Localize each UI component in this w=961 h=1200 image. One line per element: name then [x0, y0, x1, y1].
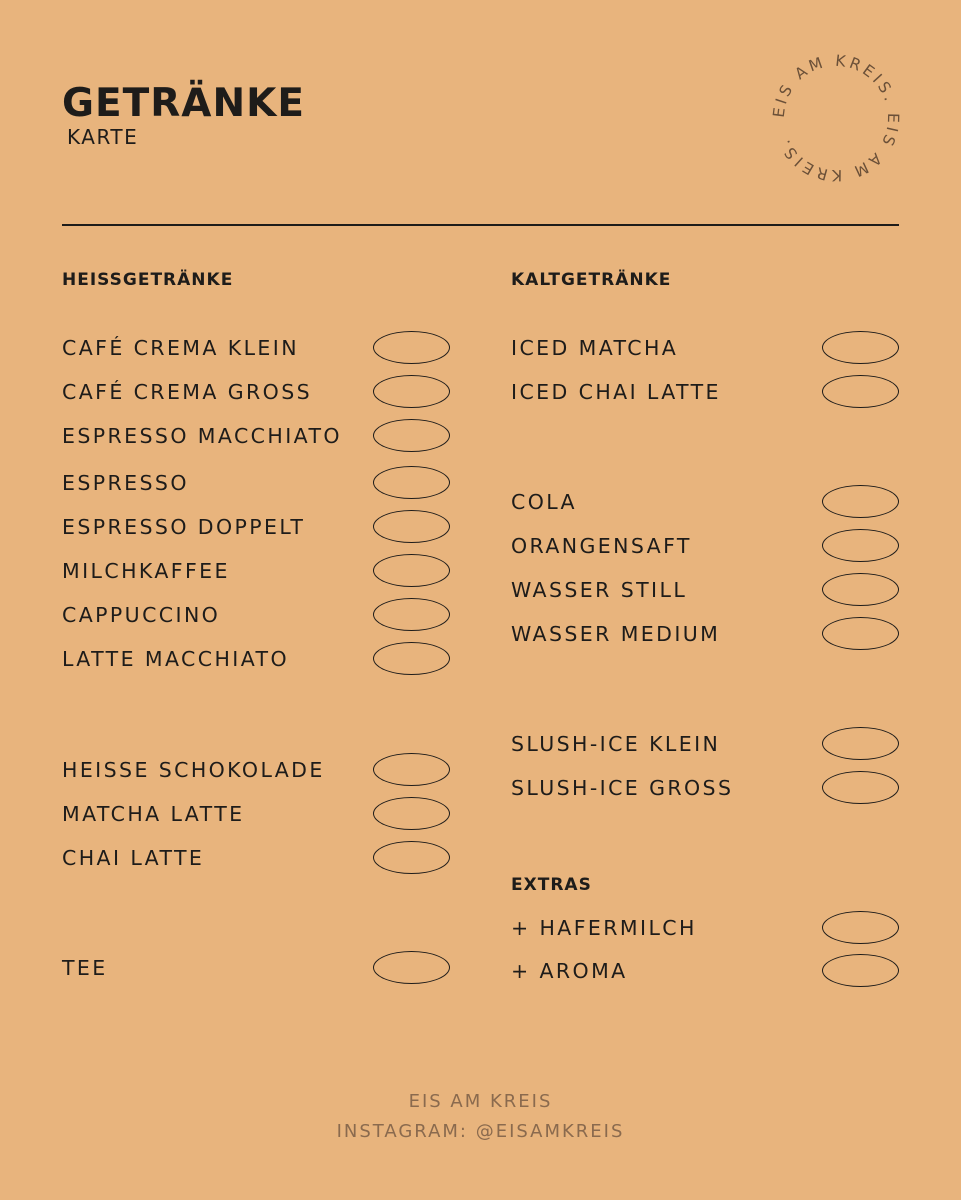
menu-item [511, 910, 899, 946]
quantity-oval[interactable] [822, 375, 899, 408]
quantity-oval[interactable] [373, 554, 450, 587]
quantity-oval[interactable] [373, 375, 450, 408]
menu-item [62, 950, 450, 986]
quantity-oval[interactable] [822, 485, 899, 518]
menu-item [62, 509, 450, 545]
item-label: MILCHKAFFEE [62, 559, 230, 583]
menu-item [62, 641, 450, 677]
cold-drinks-heading: KALTGETRÄNKE [511, 270, 672, 290]
menu-item [62, 418, 450, 454]
seal-text: EIS AM KREIS. EIS AM KREIS. [769, 51, 903, 185]
quantity-oval[interactable] [373, 598, 450, 631]
extras-heading: EXTRAS [511, 875, 592, 895]
quantity-oval[interactable] [373, 466, 450, 499]
menu-item [511, 726, 899, 762]
item-label: ICED MATCHA [511, 336, 679, 360]
quantity-oval[interactable] [373, 419, 450, 452]
menu-item [511, 616, 899, 652]
quantity-oval[interactable] [373, 753, 450, 786]
menu-item [511, 484, 899, 520]
item-label: SLUSH-ICE KLEIN [511, 732, 721, 756]
item-label: TEE [62, 956, 108, 980]
item-label: ICED CHAI LATTE [511, 380, 721, 404]
footer-brand-name: EIS AM KREIS [408, 1091, 553, 1112]
item-label: CAFÉ CREMA GROSS [62, 380, 313, 404]
item-label: MATCHA LATTE [62, 802, 245, 826]
item-label: CAPPUCCINO [62, 603, 221, 627]
item-label: CHAI LATTE [62, 846, 205, 870]
quantity-oval[interactable] [822, 771, 899, 804]
menu-item [511, 770, 899, 806]
item-label: ESPRESSO MACCHIATO [62, 424, 342, 448]
menu-item [62, 752, 450, 788]
hot-drinks-heading: HEISSGETRÄNKE [62, 270, 234, 290]
item-label: ESPRESSO [62, 471, 189, 495]
quantity-oval[interactable] [822, 617, 899, 650]
quantity-oval[interactable] [373, 642, 450, 675]
item-label: ESPRESSO DOPPELT [62, 515, 306, 539]
quantity-oval[interactable] [373, 841, 450, 874]
quantity-oval[interactable] [822, 529, 899, 562]
menu-item [62, 374, 450, 410]
menu-item [511, 953, 899, 989]
item-label: HEISSE SCHOKOLADE [62, 758, 325, 782]
header-divider [62, 224, 899, 226]
item-label: ORANGENSAFT [511, 534, 692, 558]
menu-item [62, 465, 450, 501]
menu-item [62, 330, 450, 366]
item-label: SLUSH-ICE GROSS [511, 776, 734, 800]
menu-item [511, 572, 899, 608]
quantity-oval[interactable] [822, 911, 899, 944]
menu-item [62, 840, 450, 876]
quantity-oval[interactable] [373, 510, 450, 543]
quantity-oval[interactable] [373, 797, 450, 830]
menu-item [62, 553, 450, 589]
quantity-oval[interactable] [373, 331, 450, 364]
quantity-oval[interactable] [822, 573, 899, 606]
menu-item [62, 796, 450, 832]
footer-instagram: INSTAGRAM: @EISAMKREIS [336, 1121, 625, 1142]
menu-item [511, 330, 899, 366]
item-label: WASSER STILL [511, 578, 688, 602]
quantity-oval[interactable] [373, 951, 450, 984]
item-label: + AROMA [511, 959, 628, 983]
menu-item [511, 528, 899, 564]
menu-item [62, 597, 450, 633]
page-subtitle: KARTE [67, 125, 139, 149]
brand-seal [766, 48, 906, 188]
item-label: CAFÉ CREMA KLEIN [62, 336, 299, 360]
menu-item [511, 374, 899, 410]
item-label: WASSER MEDIUM [511, 622, 721, 646]
quantity-oval[interactable] [822, 331, 899, 364]
quantity-oval[interactable] [822, 954, 899, 987]
quantity-oval[interactable] [822, 727, 899, 760]
item-label: LATTE MACCHIATO [62, 647, 290, 671]
item-label: + HAFERMILCH [511, 916, 697, 940]
page-title: GETRÄNKE [62, 81, 305, 126]
item-label: COLA [511, 490, 577, 514]
